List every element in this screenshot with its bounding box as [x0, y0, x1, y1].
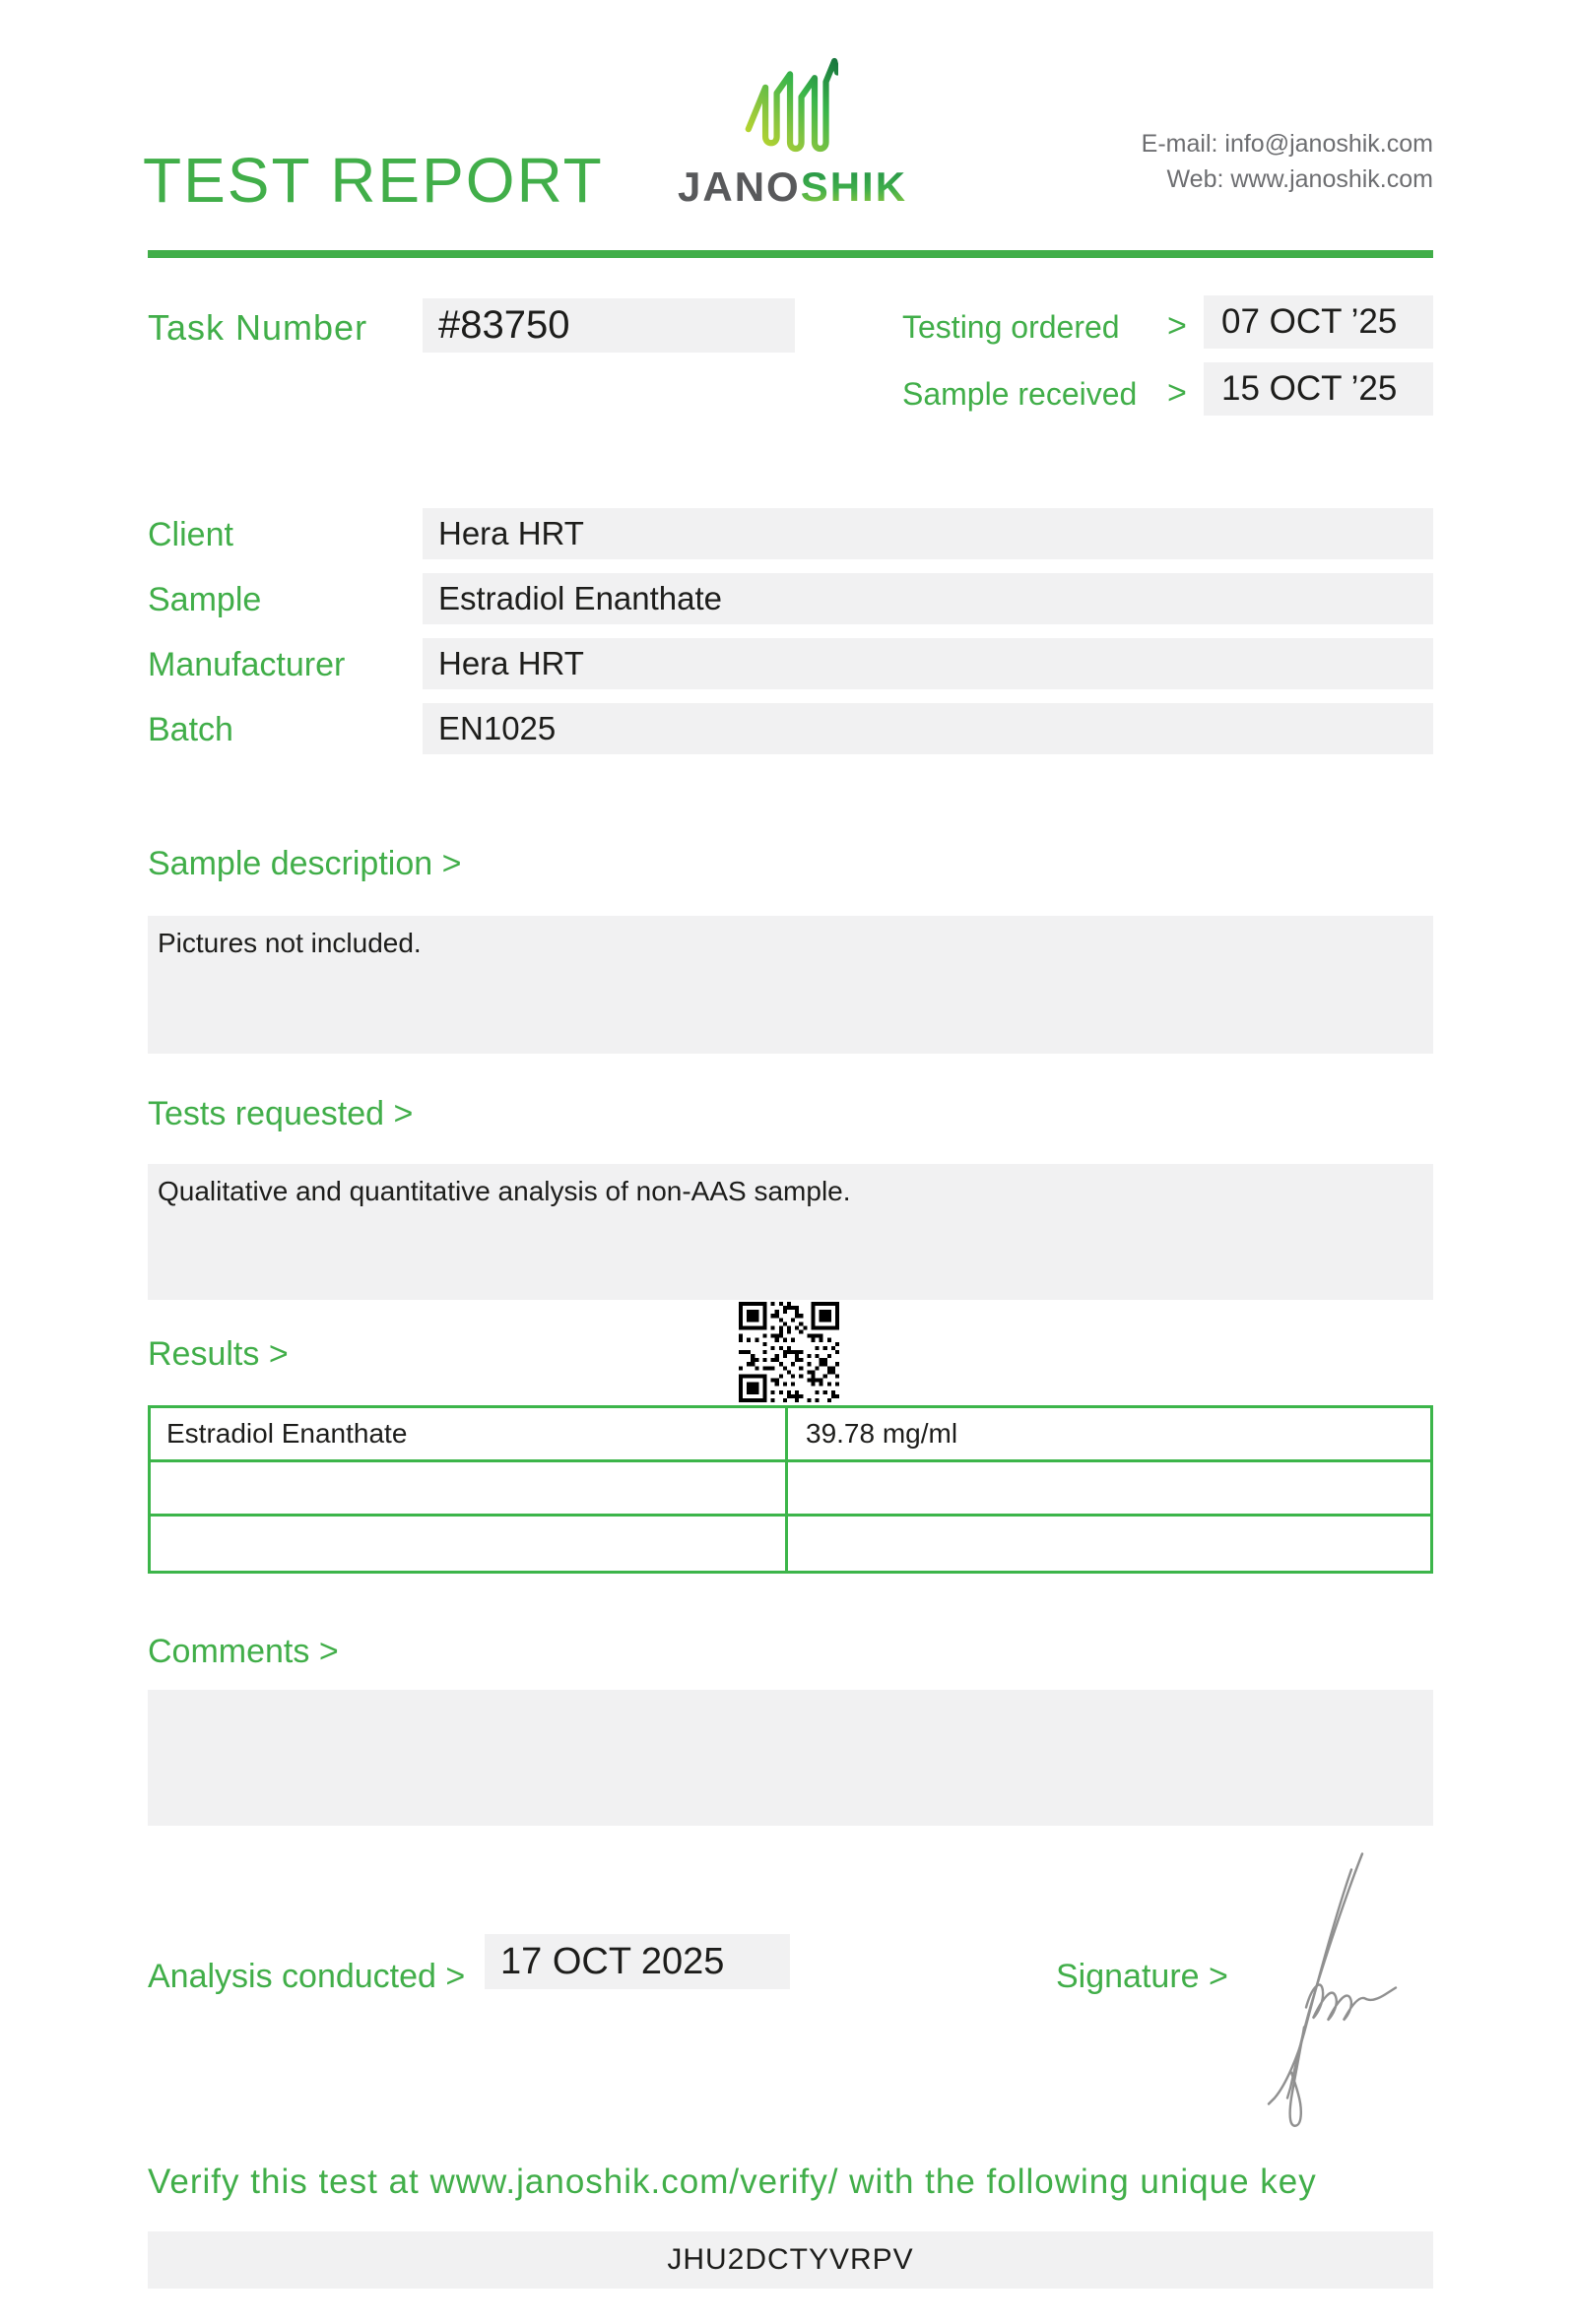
- signature-image: [1261, 1840, 1399, 2131]
- testing-ordered-label: Testing ordered: [902, 309, 1120, 345]
- client-value: Hera HRT: [423, 508, 1433, 559]
- unique-key: JHU2DCTYVRPV: [148, 2231, 1433, 2289]
- analysis-conducted-label: Analysis conducted >: [148, 1958, 466, 1995]
- logo-wordmark: [678, 163, 908, 211]
- growth-chart-icon: [678, 55, 904, 160]
- qr-code: [739, 1302, 839, 1402]
- sample-label: Sample: [148, 581, 262, 618]
- contact-email: E-mail: info@janoshik.com: [1141, 130, 1433, 158]
- sample-received-date: 15 OCT ’25: [1204, 362, 1433, 416]
- signature-label: Signature >: [1056, 1958, 1228, 1995]
- tests-requested-box: Qualitative and quantitative analysis of non-AAS sample.: [148, 1164, 1433, 1300]
- results-table: [148, 1405, 1433, 1574]
- testing-ordered-arrow: >: [1167, 307, 1187, 345]
- table-row: [151, 1517, 1430, 1571]
- sample-description-box: Pictures not included.: [148, 916, 1433, 1054]
- contact-block: [1142, 126, 1433, 197]
- header-divider: [148, 250, 1433, 258]
- result-cell: [788, 1462, 1430, 1514]
- analyte-cell: [151, 1462, 788, 1514]
- janoshik-logo: [678, 55, 908, 211]
- sample-received-arrow: >: [1167, 374, 1187, 412]
- analyte-cell: Estradiol Enanthate: [151, 1408, 788, 1459]
- results-heading: Results >: [148, 1335, 289, 1373]
- analysis-date: 17 OCT 2025: [485, 1934, 790, 1989]
- task-number-value: #83750: [423, 298, 795, 353]
- verify-instruction: Verify this test at www.janoshik.com/verify/ with the following unique key: [148, 2163, 1317, 2201]
- comments-heading: Comments >: [148, 1633, 339, 1670]
- client-label: Client: [148, 516, 233, 553]
- comments-box: [148, 1690, 1433, 1826]
- analyte-cell: [151, 1517, 788, 1571]
- logo-jano: JANO: [678, 163, 801, 210]
- sample-received-label: Sample received: [902, 376, 1138, 412]
- batch-value: EN1025: [423, 703, 1433, 754]
- logo-shik: SHIK: [800, 163, 908, 210]
- sample-description-heading: Sample description >: [148, 845, 462, 882]
- manufacturer-value: Hera HRT: [423, 638, 1433, 689]
- table-row: [151, 1462, 1430, 1517]
- contact-web: Web: www.janoshik.com: [1166, 165, 1433, 193]
- task-number-label: Task Number: [148, 307, 368, 348]
- sample-value: Estradiol Enanthate: [423, 573, 1433, 624]
- testing-ordered-date: 07 OCT ’25: [1204, 295, 1433, 349]
- table-row: [151, 1408, 1430, 1462]
- batch-label: Batch: [148, 711, 233, 748]
- result-cell: 39.78 mg/ml: [806, 1418, 958, 1449]
- page-title: TEST REPORT: [143, 145, 604, 216]
- manufacturer-label: Manufacturer: [148, 646, 346, 683]
- tests-requested-heading: Tests requested >: [148, 1095, 414, 1132]
- result-cell: [788, 1517, 1430, 1571]
